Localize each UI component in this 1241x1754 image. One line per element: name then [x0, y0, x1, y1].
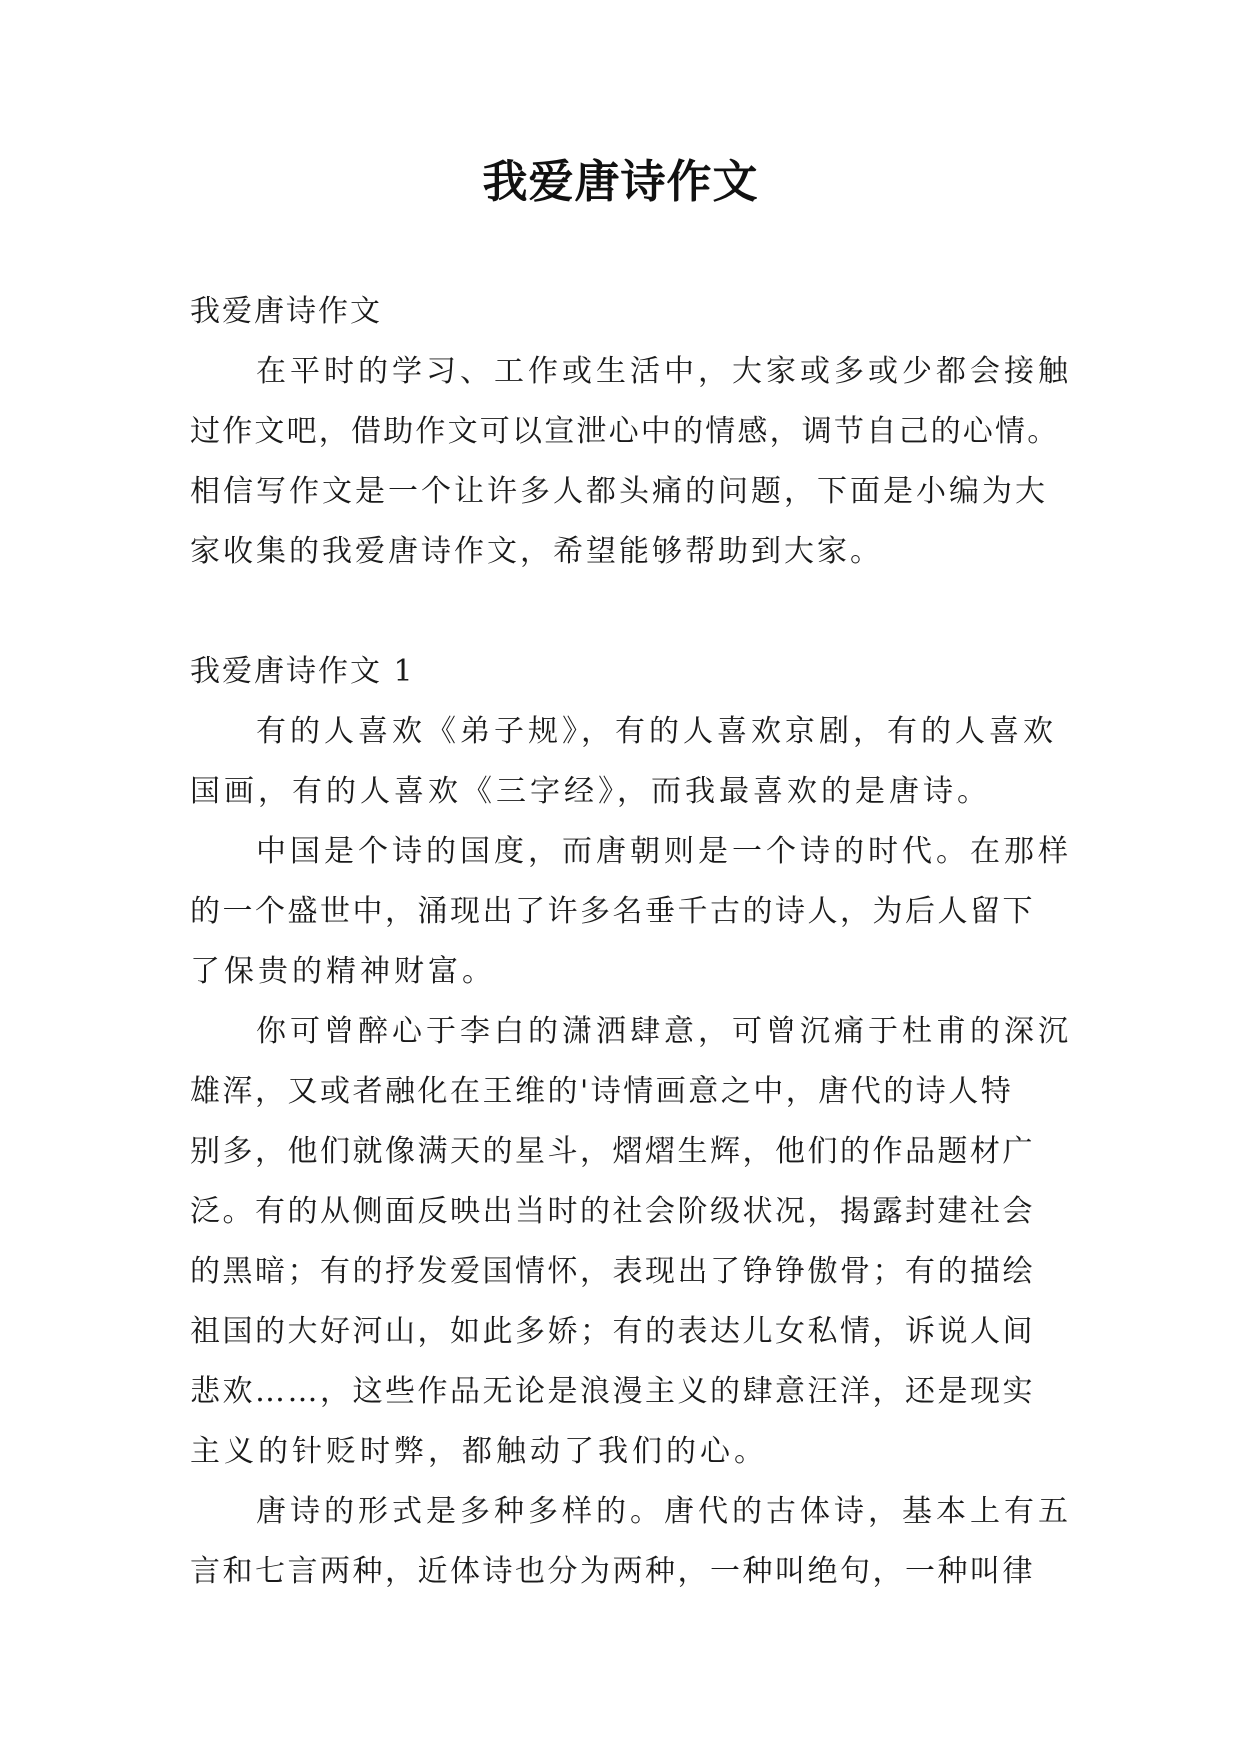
paragraph-line: 相信写作文是一个让许多人都头痛的问题，下面是小编为大 — [190, 474, 1048, 509]
paragraph-line: 在平时的学习、工作或生活中，大家或多或少都会接触 — [256, 354, 1072, 389]
paragraph-line: 有的人喜欢《弟子规》，有的人喜欢京剧，有的人喜欢 — [256, 714, 1057, 749]
document-title: 我爱唐诗作文 — [482, 155, 759, 208]
paragraph-line: 悲欢……，这些作品无论是浪漫主义的肆意汪洋，还是现实 — [190, 1374, 1035, 1409]
paragraph-line: 的一个盛世中，涌现出了许多名垂千古的诗人，为后人留下 — [190, 894, 1035, 929]
paragraph-line: 主义的针贬时弊，都触动了我们的心。 — [190, 1434, 768, 1469]
paragraph-line: 你可曾醉心于李白的潇洒肆意，可曾沉痛于杜甫的深沉 — [256, 1014, 1072, 1049]
paragraph-3 — [190, 1002, 1072, 1482]
paragraph-line: 的黑暗；有的抒发爱国情怀，表现出了铮铮傲骨；有的描绘 — [190, 1254, 1035, 1289]
paragraph-line: 唐诗的形式是多种多样的。唐代的古体诗，基本上有五 — [256, 1494, 1072, 1529]
paragraph-spacer — [190, 582, 1055, 642]
paragraph-line: 中国是个诗的国度，而唐朝则是一个诗的时代。在那样 — [256, 834, 1072, 869]
paragraph-line: 祖国的大好河山，如此多娇；有的表达儿女私情，诉说人间 — [190, 1314, 1035, 1349]
paragraph-line: 过作文吧，借助作文可以宣泄心中的情感，调节自己的心情。 — [190, 414, 1060, 449]
intro-heading: 我爱唐诗作文 — [190, 294, 382, 329]
paragraph-line: 国画，有的人喜欢《三字经》，而我最喜欢的是唐诗。 — [190, 774, 991, 809]
paragraph-line: 言和七言两种，近体诗也分为两种，一种叫绝句，一种叫律 — [190, 1554, 1035, 1589]
paragraph-line: 别多，他们就像满天的星斗，熠熠生辉，他们的作品题材广 — [190, 1134, 1035, 1169]
intro-paragraph — [190, 342, 1072, 582]
paragraph-line: 了保贵的精神财富。 — [190, 954, 496, 989]
paragraph-line: 雄浑，又或者融化在王维的'诗情画意之中，唐代的诗人特 — [190, 1074, 1014, 1109]
paragraph-4 — [190, 1482, 1072, 1602]
document-body — [190, 282, 1072, 1602]
paragraph-2 — [190, 822, 1072, 1002]
paragraph-1 — [190, 702, 1055, 822]
paragraph-line: 泛。有的从侧面反映出当时的社会阶级状况，揭露封建社会 — [190, 1194, 1035, 1229]
section-heading: 我爱唐诗作文 1 — [190, 654, 415, 689]
paragraph-line: 家收集的我爱唐诗作文，希望能够帮助到大家。 — [190, 534, 883, 569]
